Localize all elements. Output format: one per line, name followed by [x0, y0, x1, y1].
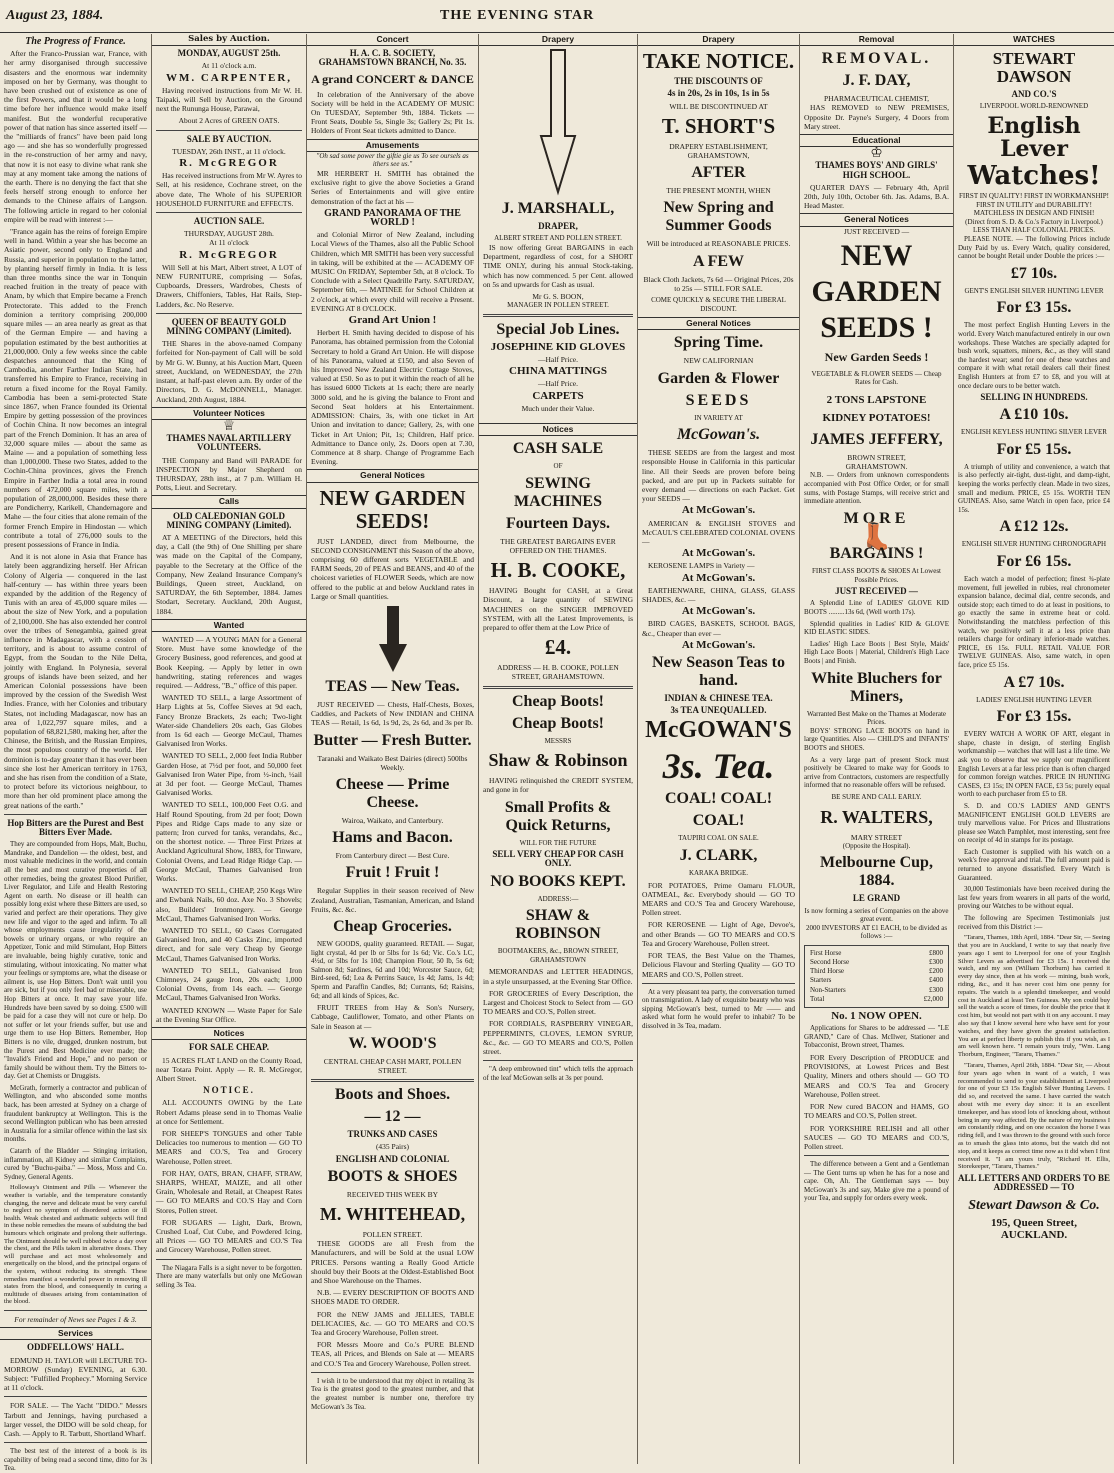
- stoves-ad: AMERICAN & ENGLISH STOVES and McCAUL'S CELEBRATED COLONIAL OVENS —: [642, 518, 795, 547]
- short-name: T. SHORT'S: [661, 113, 776, 138]
- school-title: THAMES BOYS' AND GIRLS' HIGH SCHOOL.: [815, 160, 938, 180]
- prizes-box: [804, 945, 949, 1008]
- fruit-text: Regular Supplies in their season received of New Zealand, Australian, Tasmanian, American, and Island Fruits, &c. &c.: [311, 886, 474, 914]
- pointing-hand-icon: [483, 46, 633, 196]
- will-text: WILL FOR THE FUTURE: [519, 838, 597, 847]
- wanted-ad: WANTED TO SELL, CHEAP, 250 Kegs Wire and Ewbank Nails, 60 doz. Axe No. 3 Shovels; also, Builders' Ironmongery. — George McCaul, Thames Galvanised Iron Works.: [156, 886, 302, 923]
- section-header: Volunteer Notices: [152, 407, 306, 420]
- just-received: JUST RECEIVED —: [835, 586, 918, 597]
- testimonial: "Tararu, Thames, April 26th, 1884. "Dear Sir, — About four years ago when in want of a watch, I was recommended to send to your establishment at Liverpool for one of your £3 15s English Silver Hunting Levers. I did so, and received the same. I have carried the watch about with me every day since: it is an excellent timekeeper, and has stood lots of knocking about, without being in any way affected. By the nature of my business I am constantly riding, and on one occasion the horse I was riding fell, and I was thrown to the ground with such force as to smash the glass into atoms, but the watch did not stop, and it keeps as correct time now as it did when I first received it. "I am yours truly, "Richard H. Ellis, Storekeeper, "Tararu, Thames.": [958, 1061, 1110, 1171]
- new-garden-seeds: New Garden Seeds !: [824, 349, 929, 364]
- section-header: Drapery: [638, 34, 799, 46]
- price: For £3 15s.: [996, 708, 1072, 726]
- chrono-text: Each watch a model of perfection; finest ¾-plate movement, full jewelled in rubies, real chronometer expansion balance, decimal dial, centre seconds, and outside stop; each timed to do at least in positions, to go exactly the same in extreme heat or cold. Notwithstanding the matchless perfection of this watch, we positively sell it at a less price than retailers charge for ordinary inferior-made watches. PRICE, £6 15s. FULL RETAIL VALUE FOR TWELVE GUINEAS. Also, same watch, in open face, price £5 15s.: [958, 575, 1110, 669]
- notice-heading: NOTICE.: [203, 1085, 255, 1096]
- veg-seeds: VEGETABLE & FLOWER SEEDS — Cheap Rates for Cash.: [811, 369, 942, 387]
- art-union-text: Herbert H. Smith having decided to dispose of his Panorama, has obtained permission from the Colonial Secretary to hold a Grand Art Union. He will dispose of his Panorama, valued at £150, and also Seven of his Improved New Zealand Electric Cottage Stoves, valued at £50. So as to put it within the reach of all he has issued 6000 Tickets at 1s each; there are nearly 3000 sold, and he is giving the balance to Front and Second Seat holders at his Entertainment. ADMISSION: Chairs, 3s, with one ticket in Art Union and invitation to dance; Gallery, 2s, with one Ticket in Art Union; Pit, 1s; Children, Half price. Admittance to Dance only, 2s. Doors open at 7.30, Commence at 8 sharp. Change of Programme Each Evening.: [311, 328, 474, 467]
- boots-shoes-title: BOOTS & SHOES: [327, 1167, 458, 1185]
- article-para: After the Franco-Prussian war, France, with her army disorganised through successive disasters and the enormous war indemnity imposed on her by Germany, was thought to have been crushed out of existence as one of the first Powers, and that it would be a long time before her influence would make itself manifest. But the wonderful recuperative power of that nation has since asserted itself — the "milliards of francs" have been paid long ago — and she has so wonderfully progressed in the re-construction of her army and navy, that now it is not easy to divine what rank she may at any moment take among the nations of the earth. There is no denying the fact that she feels herself strong enough to enforce her demands to the Chinese affairs of Langson. The following article in regard to her colonial empire will be read with interest :—: [4, 49, 147, 224]
- bottom-line: "A deep embrowned tint" which tells the approach of the leaf McGowan sells at 3s per pound.: [483, 1065, 633, 1082]
- shaw-robinson-sub: BOOTMAKERS, &c., BROWN STREET, GRAHAMSTOWN: [497, 947, 619, 964]
- brown-street: BROWN STREET,: [847, 453, 906, 463]
- shaw-robinson-firm: SHAW & ROBINSON: [515, 907, 601, 943]
- liverpool-text: LIVERPOOL WORLD-RENOWNED: [979, 102, 1089, 111]
- le-grand: LE GRAND: [852, 893, 901, 904]
- issue-date: August 23, 1884.: [6, 8, 104, 23]
- first-quality: FIRST IN QUALITY! FIRST IN WORKMANSHIP! FIRST IN UTILITY and DURABILITY! MATCHLESS IN DESIGN AND FINISH!: [959, 192, 1109, 218]
- removal-text: HAS REMOVED to NEW PREMISES, Opposite Dr. Payne's Surgery, 4 Doors from Mary street.: [804, 103, 949, 131]
- price: A £10 10s.: [999, 406, 1069, 424]
- half-price: —Half Price.: [538, 355, 578, 365]
- ladies-boots: A Splendid Line of LADIES' GLOVE KID BOOTS .........13s 6d, (Well worth 17s).: [804, 599, 949, 616]
- after-text: AFTER: [691, 164, 746, 182]
- queen-street: 195, Queen Street,: [991, 1216, 1077, 1229]
- forming-text: Is now forming a series of Companies on the above great event.: [804, 906, 949, 924]
- three-shilling-tea: 3s. Tea.: [662, 746, 775, 787]
- discount-heading: THE DISCOUNTS OF: [674, 76, 763, 87]
- address-label: ADDRESS:—: [537, 894, 579, 903]
- mears-ad: FOR SUGARS — Light, Dark, Brown, Crushed Loaf, Cut Cube, and Powdered Icing, all Prices — GO TO MEARS and CO.'S Tea and Grocery Warehouse, Pollen street.: [156, 1217, 302, 1255]
- lecture-notice: EDMUND H. TAYLOR will LECTURE TO-MORROW (Sunday) EVENING, at 6.30. Subject: "Fulfilled Prophecy." Morning Service at 11 o'clock.: [4, 1355, 147, 1393]
- auction-date: TUESDAY, 26th INST., at 11 o'clock.: [172, 146, 286, 156]
- mears-ad: FOR CORDIALS, RASPBERRY VINEGAR, PEPPERMINTS, CLOVES, LEMON SYRUP, &c., &c. — GO TO MEARS and CO.'S, Pollen street.: [483, 1019, 633, 1057]
- mears-ad: FOR GROCERIES of Every Description, the Largest and Choicest Stock to Select from — GO TO MEARS and CO.'S, Pollen street.: [483, 988, 633, 1017]
- gloves-line: JOSEPHINE KID GLOVES: [490, 340, 626, 353]
- mears-ad: FOR the NEW JAMS and JELLIES, TABLE DELICACIES, &c. — GO TO MEARS and CO.'S Tea and Grocery Warehouse, Pollen street.: [311, 1309, 474, 1337]
- mears-ad: FOR POTATOES, Prime Oamaru FLOUR, OATMEAL, &c. Everybody should — GO TO MEARS and CO.'S Tea and Grocery Warehouse, Pollen street.: [642, 880, 795, 918]
- take-notice-title: TAKE NOTICE.: [642, 49, 795, 74]
- seeds-text: JUST LANDED, direct from Melbourne, the SECOND CONSIGNMENT this Season of the above, comprising 60 different sorts VEGETABLE and FARM Seeds, 20 of PEAS and BEANS, and 40 of the choicest varieties of FLOWER Seeds, which are now offered to the public at and below Auckland rates in Large or Small quantities.: [311, 536, 474, 601]
- garden-flower: Garden & Flower: [657, 369, 780, 387]
- marshall-text: IS now offering Great BARGAINS in each Department, regardless of cost, for a SHORT TIME ONLY, during his annual Stock-taking, which has now commenced. 5 per Cent. allowed on 5s and upwards for Cash as usual.: [483, 243, 633, 289]
- mears-ad: FOR YORKSHIRE RELISH and all other SAUCES — GO TO MEARS and CO.'S, Pollen street.: [804, 1123, 949, 1151]
- testimonials-count: 30,000 Testimonials have been received during the last few years from wearers in all parts of the world, proving our Watches to be without equal.: [958, 885, 1110, 911]
- section-header: Services: [0, 1327, 151, 1340]
- gold-levers: S. D. and CO.'S LADIES' AND GENT'S MAGNIFICENT ENGLISH GOLD LEVERS are truly marvellous value. For Prices and Illustrations please see Watch Pamphlet, most interesting, sent free on receipt of 4d in stamps for its postage.: [958, 801, 1110, 845]
- mary-street: MARY STREET: [850, 832, 903, 842]
- cheese-sub: Wairoa, Waikato, and Canterbury.: [341, 815, 444, 825]
- article-para: And it is not alone in Asia that France has lately been aggrandizing herself. Her African Colony of Algeria — conquered in the last half-century — has within three years been expanded by the addition of the Regency of Tunis with an area of 45,000 square miles — about the size of New York, and a population of 2,100,000. She has also extended her control over the tribes of Senegambia, gained great influence in Madagascar, with a cession of territory, and is about to assume control of Egypt, from the Soudan to the Nile Delta, jointly with England. In Polynesia, several groups of islands have been seized, and her American Colonial possessions have been improved by the cession of the Swedish West Indies. France, with her Colonies and tributary States, not including Madagascar, now has an area of 1,022,797 square miles, and a population of 68,821,580, making her, after the Chinese, the British, and the Russian Empires, the most populous country of the world. Her dominion is to-day greater than it has ever been since she lost her American territory in 1763, and she has risen from the condition of a State, to protect before its victorious neighbour, to more than her old prominent place among the great nations of the earth.": [4, 552, 147, 810]
- new-garden-seeds-title: NEW GARDEN SEEDS!: [319, 485, 466, 533]
- gents-text: The most perfect English Hunting Levers in the world. Every Watch manufactured entirely in our own workshops. These Watches are specially adapted for bush work, squatters, miners, &c., as they will stand the hardest wear; send for one of these watches and compare it with what retail dealers call their finest English Hunters at from £7 to £8, and you will at once declare ours to be better watch.: [958, 321, 1110, 390]
- bottom-line: I wish it to be understood that my object in retailing 3s Tea is the greatest good to the greatest number, and that the greatest number is number one, therefore try McGowan's 3s Tea.: [311, 1376, 474, 1411]
- wanted-ad: WANTED TO SELL, 60 Cases Corrugated Galvanised Iron, and 40 Casks Zinc, imported direct, and for sale very Cheap by George McCaul, Thames Galvanised Iron Works.: [156, 926, 302, 963]
- cooke-name: H. B. COOKE,: [490, 558, 626, 583]
- investors-text: 2000 INVESTORS AT £1 EACH, to be divided as follows :—: [805, 923, 948, 941]
- come-quickly: COME QUICKLY & SECURE THE LIBERAL DISCOUNT.: [651, 296, 786, 313]
- auction-lot: About 2 Acres of GREEN OATS.: [178, 116, 280, 126]
- at-mcgowans: At McGowan's.: [681, 638, 756, 651]
- section-header: Amusements: [307, 139, 478, 152]
- mears-ad: FOR Messrs Moore and Co.'s PURE BLEND TEAS, all Prices, and Blends on Sale at — MEARS and CO.'S Tea and Grocery Warehouse, Pollen street.: [311, 1340, 474, 1368]
- earthenware-ad: EARTHENWARE, CHINA, GLASS, GLASS SHADES, &c. —: [642, 585, 795, 605]
- section-header: Removal: [800, 34, 953, 46]
- prize-row: Total £2,000: [810, 994, 943, 1003]
- column-7: [954, 34, 1114, 1464]
- teas-title: TEAS — New Teas.: [325, 677, 460, 695]
- concert-text: In celebration of the Anniversary of the above Society will be held in the ACADEMY OF MUSIC On TUESDAY, September 9th, 1884. Tickets — Front Seats, Double 5s, Single 3s; Gallery 2s; Pit 1s. Holders of Front Seat tickets admitted to Dance.: [311, 89, 474, 136]
- panorama-title: GRAND PANORAMA OF THE WORLD !: [324, 207, 461, 229]
- hop-bitters-text: They are compounded from Hops, Malt, Buchu, Mandrake, and Dandelion — the oldest, best, and most valuable medicines in the world, and contain all the best and most curative properties of all other remedies, being the greatest Blood Purifier, Liver Regulator, and Life and Health Restoring Agent on earth. No disease or ill health can possibly long exist where these Bitters are used, so varied and perfect are their operations. They give new life and vigor to the aged and infirm. To all whose employments cause irregularity of the bowels or urinary organs, or who require an Appetizer, Tonic and mild Stimulant, Hop Bitters are invaluable, being highly curative, tonic and stimulating, without intoxicating. No matter what your feelings or symptoms are, what the disease or ailment is, use Hop Bitters. Don't wait until you are sick, but if you only feel bad or miserable, use Hop Bitters at once. It may save your life. Hundreds have been saved by so doing. £500 will be paid for a case they will not cure or help. Do not suffer or let your friends suffer, but use and urge them to use Hop Bitters. Remember, Hop Bitters is no vile, drugged, drunken nostrum, but the Purest and Best Medicine ever made; the "Invalid's Friend and Hope," and no person or family should be without them. Try the Bitters to-day. Get at Chemists or Druggists.: [4, 840, 147, 1081]
- walters-text: As a very large part of present Stock must positively be Cleared to make way for Goods to arrive from Contractors, customers are respectfully informed that no reasonable offers will be refused.: [804, 755, 949, 790]
- of-text: OF: [553, 462, 563, 471]
- lace-boots: Ladies' High Lace Boots | Best Style, Maids' High Lace Boots | Material, Children's High Lace Boots | and Finish.: [804, 639, 949, 665]
- cheese-title: Cheese — Prime Cheese.: [335, 775, 450, 811]
- section-header: Educational: [800, 134, 953, 147]
- groceries-text: NEW GOODS, quality guaranteed. RETAIL — Sugar, light crystal, 4d per lb or 5lbs for 1s 6d; Vic. Co.'s LC, 4½d, or 5lbs for 1s 10d; Champion Flour, 50 lb, 5s 6d; Salmon 8d; Sardines, 6d and 10d; Worcester Sauce, 6d; Bird-seed, 6d; Lea & Perrins Sauce, 1s 4d; Jams, 1s 4d; Sperm and Paraffin Candles, 8d; Currants, 6d; Raisins, 6d; and all kinds of Spices, &c.: [311, 939, 474, 1000]
- price: For £6 15s.: [996, 553, 1072, 571]
- half-price: —Half Price.: [538, 379, 578, 389]
- trunks-text: TRUNKS AND CASES: [347, 1129, 438, 1140]
- carpets-line: CARPETS: [532, 389, 584, 402]
- price: For £5 15s.: [996, 440, 1072, 458]
- section-header: Drapery: [479, 34, 637, 46]
- section-header: WATCHES: [954, 34, 1114, 46]
- discount-amounts: 4s in 20s, 2s in 10s, 1s in 5s: [667, 88, 770, 99]
- applications: Applications for Shares to be addressed — "LE GRAND," Care of Chas. McIlwer, Stationer and Tobacconist, Brown street, Thames.: [804, 1024, 949, 1050]
- holloway-text: Holloway's Ointment and Pills — Whenever the weather is variable, and the temperature constantly changing, the nerve and delicate must be very careful to neglect no symptom of disordered action or ill health. Weak chested and asthmatic subjects will find in these noble remedies the means of subduing the bad humours which originate and prolong their sufferings. The Ointment should be well rubbed twice a day over the chest, and the Pills taken in alterative doses. They will purchase and act most wholesomely and energetically on the blood, and the principal organs of the system, without reducing its strength. These remedies manifest a wonderful power in removing ill states from the blood, and consequently in curing a multitude of diseases arising from contamination of the blood.: [4, 1184, 147, 1306]
- section-header: Calls: [152, 495, 306, 508]
- whitehead-nb: N.B. — EVERY DESCRIPTION OF BOOTS AND SHOES MADE TO ORDER.: [311, 1288, 474, 1307]
- indian-tea: INDIAN & CHINESE TEA.: [664, 693, 773, 704]
- panorama-text: and Colonial Mirror of New Zealand, including Local Views of the Thames, also all the Public School Children, which MR SMITH has been very successful in taking, will be exhibited at the — ACADEMY OF MUSIC On FRIDAY, September 5th, at 8 o'clock. To Conclude with a Select Quadrille Party. SATURDAY, September 6th, — MATINEE for School Children at 2 o'clock, at which every child will receive a Present. EVENING AT 8 O'CLOCK.: [311, 230, 474, 313]
- company-title: OLD CALEDONIAN GOLD MINING COMPANY (Limited).: [166, 510, 292, 530]
- bottom-line: The Niagara Falls is a sight never to be forgotten. There are many waterfalls but only one McGowan selling 3s Tea.: [156, 1263, 302, 1289]
- company-title: QUEEN OF BEAUTY GOLD MINING COMPANY (Limited).: [166, 316, 292, 337]
- auction-time: At 11 o'clock a.m.: [201, 61, 257, 71]
- greatest-bargains: THE GREATEST BARGAINS EVER OFFERED ON THE THAMES.: [500, 536, 616, 556]
- fruit-trees-text: FRUIT TREES from Hay & Son's Nursery, Cabbage, Cauliflower, Tomato, and other Plants on Sale in Season at —: [311, 1003, 474, 1031]
- cooke-text: HAVING Bought for CASH, at a Great Discount, a large quantity of SEWING MACHINES on the SINGER IMPROVED SYSTEM, with all the Latest Improvements, is prepared to offer them at the Low Price of: [483, 586, 633, 633]
- be-sure: BE SURE AND CALL EARLY.: [831, 792, 922, 801]
- section-header: Notices: [479, 423, 637, 436]
- no-books: NO BOOKS KEPT.: [490, 872, 626, 890]
- section-header: Notices: [152, 1027, 306, 1040]
- marshall-address: ALBERT STREET AND POLLEN STREET.: [494, 234, 622, 243]
- auction-text: Has received instructions from Mr W. Ayres to Sell, at his residence, Cochrane street, on the above date, The Whole of his SUPERIOR HOUSEHOLD FURNITURE and EFFECTS.: [156, 171, 302, 208]
- prize-row: Second Horse £300: [810, 958, 943, 967]
- taupiri-coal: TAUPIRI COAL ON SALE.: [678, 834, 759, 843]
- column-6: [800, 34, 954, 1464]
- wanted-ad: WANTED KNOWN — Waste Paper for Sale at the Evening Star Office.: [156, 1005, 302, 1024]
- section-header: Concert: [307, 34, 478, 46]
- opposite-hospital: (Opposite the Hospital).: [842, 841, 911, 850]
- quarter-days: QUARTER DAYS — February 4th, April 20th, July 10th, October 6th. Jas. Adams, B.A. Head Master.: [804, 182, 949, 211]
- direct-text: (Direct from S. D. & Co.'s Factory in Liverpool.) LESS THAN HALF COLONIAL PRICES.: [965, 217, 1103, 235]
- art-union-title: Grand Art Union !: [348, 314, 437, 327]
- section-header: Wanted: [152, 619, 306, 632]
- wanted-ad: WANTED TO SELL, 2,000 feet India Rubber Garden Hose, at 7½d per foot, and 50,000 feet Galvanised Iron Water Pipe, from ½-inch, ½ail at 3d per foot. — George McCaul, Thames Galvanised Works.: [156, 751, 302, 798]
- splendid-line: Splendid qualities in Ladies' KID & GLOVE KID ELASTIC SIDES.: [804, 619, 949, 637]
- article-title: The Progress of France.: [25, 36, 126, 47]
- column-5: [638, 34, 800, 1464]
- cheap-boots: Cheap Boots!: [511, 714, 604, 732]
- prizes-table: [808, 949, 945, 1004]
- memo-ad: MEMORANDAS and LETTER HEADINGS, in a style unsurpassed, at the Evening Star Office.: [483, 967, 633, 986]
- sell-text: SELL VERY CHEAP FOR CASH ONLY.: [492, 849, 624, 869]
- grahamstown: GRAHAMSTOWN.: [845, 462, 908, 472]
- white-bluchers: White Bluchers for Miners,: [811, 669, 942, 705]
- pointing-hand-icon: [311, 604, 474, 674]
- wanted-ad: WANTED TO SELL, 100,000 Feet O.G. and Half Round Spouting, from 2d per foot; Down Pipes and Ridge Caps made to any size or pattern; Iron curved for tanks, verandahs, &c., on the shortest notice. — Three First Prizes at Auckland Agricultural Show, 1883, for Tinware, Colonial Ovens, and Lead Ridge Ridge Cap. — George McCaul, Thames Galvanised Iron Works.: [156, 800, 302, 884]
- section-header: General Notices: [307, 469, 478, 482]
- grahamstown: GRAHAMSTOWN,: [687, 151, 750, 161]
- manager-name: Mr G. S. BOON,: [532, 292, 584, 302]
- establishment: DRAPERY ESTABLISHMENT,: [669, 141, 768, 151]
- day-name: J. F. DAY,: [842, 72, 911, 90]
- masthead: [0, 0, 1114, 33]
- mcgrath-text: McGrath, formerly a contractor and publican of Wellington, and who absconded some months back, has been arrested at Sydney on a charge of fraudulent bankruptcy at Wellington. This is the second Wellington publican who has been arrested in Australia for a similar offence within the last six months.: [4, 1083, 147, 1144]
- at-mcgowans: At McGowan's.: [681, 605, 756, 618]
- watches-word: Watches!: [967, 161, 1101, 191]
- just-received: JUST RECEIVED —: [843, 226, 910, 236]
- marshall-trade: DRAPER,: [538, 221, 578, 232]
- wanted-ad: WANTED TO SELL, a large Assortment of Harp Lights at 5s, Coffee Sieves at 9d each, Fancy Bronze Brackets, 2s each; Two-light Water-side Chandeliers 20s each, Gas Globes from 1s 6d each — George McCaul, Thames Galvanised Iron Works.: [156, 693, 302, 749]
- coal-heading: COAL!: [692, 812, 745, 830]
- walters-name: R. WALTERS,: [820, 806, 933, 827]
- wood-name: W. WOOD'S: [348, 1034, 437, 1052]
- received-text: RECEIVED THIS WEEK BY: [346, 1189, 439, 1199]
- auction-heading: SALE BY AUCTION.: [186, 133, 272, 144]
- auction-time: At 11 o'clock: [209, 238, 249, 248]
- bottom-line: At a very pleasant tea party, the conversation turned on transmigration. A lady of exquisite beauty who was sipping McGowan's best, turned to Mr —— and asked what form he would prefer to inhabit? To be dissolved in 3s Tea, madam.: [642, 987, 795, 1031]
- signature: Stewart Dawson & Co.: [968, 1197, 1100, 1213]
- few-text: A FEW: [692, 252, 745, 270]
- auction-text: Will Sell at his Mart, Albert street, A LOT of NEW FURNITURE, comprising — Sofas, Cupboards, Dressers, Wardrobes, Chests of Drawers, Chiffoniers, Tables, Hat Rails, Step-Ladders, &c. No Reserve.: [156, 262, 302, 309]
- coal-heading: COAL! COAL!: [664, 790, 773, 808]
- catarrh-text: Catarrh of the Bladder — Stinging irritation, inflammation, all Kidney and similar Complaints, cured by "Buchu-paiba." — Moss, Moss and Co. Sydney, General Agents.: [4, 1147, 147, 1181]
- column-3: [307, 34, 479, 1464]
- at-mcgowans: At McGowan's.: [681, 571, 756, 584]
- karaka-bridge: KARAKA BRIDGE.: [688, 869, 749, 878]
- variety-text: IN VARIETY AT: [694, 413, 743, 422]
- yacht-sale: FOR SALE. — The Yacht "DIDO." Messrs Tarbutt and Jennings, having purchased a larger vessel, the DIDO will be sold cheap, for Cash. — Apply to R. Tarbutt, Shortland Wharf.: [4, 1401, 147, 1438]
- auctioneer-name: R. McGREGOR: [179, 157, 279, 170]
- teas-text: JUST RECEIVED — Chests, Half-Chests, Boxes, Caddies, and Packets of New INDIAN and CHINA TEAS — Retail, 1s 6d, 1s 9d, 2s, 2s 6d, and 3s per lb.: [311, 699, 474, 728]
- column-1: [0, 34, 152, 1473]
- new-word: NEW: [840, 238, 913, 272]
- remainder-note: For remainder of News see Pages 1 & 3.: [14, 1314, 137, 1324]
- for-sale-text: 15 ACRES FLAT LAND on the County Road, near Totara Point. Apply — R. R. McGregor, Albert Street.: [156, 1055, 302, 1083]
- herbert-text: MR HERBERT H. SMITH has obtained the exclusive right to give the above Societies a Grand Series of Entertainments and will give entire demonstration of the fact at his —: [311, 169, 474, 206]
- packs-text: (435 Pairs): [375, 1142, 410, 1152]
- warranted-text: Warranted Best Make on the Thames at Moderate Prices.: [806, 709, 947, 727]
- at-mcgowans: At McGowan's.: [681, 504, 756, 517]
- bargains-word: BARGAINS !: [829, 545, 924, 563]
- gents-watch: GENT'S ENGLISH SILVER HUNTING LEVER: [964, 286, 1104, 295]
- auctioneer-name: WM. CARPENTER,: [165, 71, 293, 84]
- keyless-text: A triumph of utility and convenience, a watch that is also perfectly air-tight, dust-tight, and damp-tight, keeping the works perfectly clean. Made in two sizes, small and medium. PRICE, £5 15s. WORTH TEN GUINEAS. Also, same Watch in open face, price £4 15s.: [958, 462, 1110, 514]
- price: A £12 12s.: [999, 518, 1069, 536]
- crest-icon: ♕: [222, 418, 236, 434]
- article-para: "France again has the reins of foreign Empire well in hand. Within a year she has become an Asiatic power, second only to England and Russia, and superior in population to the latter, by planting herself firmly in India. It is less than three months since the war in Tonquin reached fruition in the treaty of peace with Anam, by which that Empire became a French Protectorate. This added to the French dominion a territory comprising 200,000 square miles — an area nearly as great as that of the German Empire — and having a population estimated by the best authorities at 21,000,000. Only a few weeks since the cable despatches announced that the King of Cambodia, another Farther Indian State, had transferred his Empire to France, receiving in return a fixed income for the Royal Family. Cambodia has been a semi-protected State since 1867, when France founded its Oriental Empire by getting possession of the provinces of Cochin China. It now becomes an integral part of the French Dominion. It has an area of 32,000 square miles — about the same as Maine — and a population of something less than 1,000,000. These two States, added to the Cochin-China provinces, gives the French Empire in Farther India a total area in round numbers of 472,000 square miles, with a population of 28,000,000. Besides these there are Pondicherry, Karikell, Chandernagore and Mahe — the four cities that alone remain of the former French Empire in Hindostan — which contribute a total of 276,000 souls to the present possessions of France in India.: [4, 227, 147, 549]
- keyless-watch: ENGLISH KEYLESS HUNTING SILVER LEVER: [961, 428, 1107, 437]
- notice-text: ALL ACCOUNTS OWING by the Late Robert Adams please send in to Thomas Vealie at once for Settlement.: [156, 1098, 302, 1126]
- china-line: CHINA MATTINGS: [509, 365, 607, 378]
- first-class: FIRST CLASS BOOTS & SHOES At Lowest Possible Prices.: [811, 567, 941, 584]
- mcgowans-name: McGowan's.: [676, 426, 761, 444]
- price: For £3 15s.: [996, 299, 1072, 317]
- messrs-text: MESSRS: [544, 736, 572, 745]
- bottom-line: The best test of the interest of a book is its capability of being read a second time, ditto for 3s Tea.: [4, 1447, 147, 1473]
- prize-row: First Horse £800: [810, 948, 943, 957]
- testimonial: "Tararu, Thames, 18th April, 1884. "Dear Sir, — Seeing that you are in Auckland, I write to say that nearly five years ago I sent to Liverpool for one of your English Silver Levers as advertised for £3 15s. I received the watch, and my son (William Thorburn) has carried it every day since, then at his work — mining, bush work, riding, &c., and it has never cost him one penny for repairs. The watch is a splendid timekeeper, and would cost in Auckland at least Ten Guineas. My son could buy sell the watch a score of times, for double the price that it cost him, but would not part with it on any account. I may also say that I know several here who have sent for your watches, and they have given the greatest satisfaction. You are at perfect liberty to publish this if you wish, as I am well known here. "I remain yours truly, "Wm. Lang Thorburn, Engineer, "Tararu, Thames.": [958, 934, 1110, 1059]
- groceries-title: Cheap Groceries.: [333, 917, 452, 935]
- discontinued-text: WILL BE DISCONTINUED AT: [669, 101, 768, 111]
- intro-text: Will be introduced at REASONABLE PRICES.: [646, 239, 791, 249]
- following-text: The following are Specimen Testimonials just received from this District :—: [958, 914, 1110, 931]
- removal-title: REMOVAL.: [821, 50, 932, 68]
- seeds-word: SEEDS !: [820, 310, 933, 344]
- melbourne-cup: Melbourne Cup, 1884.: [820, 854, 933, 890]
- crest-icon: ♔: [870, 146, 883, 162]
- month-text: THE PRESENT MONTH, WHEN: [666, 186, 771, 196]
- auckland: AUCKLAND.: [1000, 1228, 1068, 1241]
- twelve-count: — 12 —: [364, 1108, 421, 1126]
- mears-ad: FOR HAY, OATS, BRAN, CHAFF, STRAW, SHARPS, WHEAT, MAIZE, and all other Grain, Wholesale and Retail, at Cheapest Rates — GO TO MEARS and CO.'S Hay and Corn Stores, Pollen street.: [156, 1168, 302, 1215]
- volunteer-notice: THE Company and Band will PARADE for INSPECTION by Major Shepherd on THURSDAY, 28th inst., at 7 p.m. William H. Potts, Lieut. and Secretary.: [156, 455, 302, 493]
- fruit-title: Fruit ! Fruit !: [345, 864, 440, 882]
- auction-date: MONDAY, AUGUST 25th.: [177, 48, 281, 59]
- stewart-dawson-name: STEWART DAWSON: [992, 49, 1076, 87]
- chrono-watch: ENGLISH SILVER HUNTING CHRONOGRAPH: [961, 540, 1107, 549]
- at-mcgowans: At McGowan's.: [681, 547, 756, 560]
- wood-sub: CENTRAL CHEAP CASH MART, POLLEN STREET.: [323, 1056, 462, 1075]
- bottom-line: The difference between a Gent and a Gentleman — The Gent turns up when he has for a nose and cape. Oh, Ah. The Gentleman says — buy McGowan's 3s and say, Make give me a pound of your Tea, and supply for orders every week.: [804, 1160, 949, 1203]
- more-word: MORE: [843, 509, 910, 527]
- fourteen-days: Fourteen Days.: [506, 514, 610, 532]
- column-4: [479, 34, 638, 1464]
- jeffery-name: JAMES JEFFERY,: [810, 431, 943, 449]
- shaw-robinson-name: Shaw & Robinson: [488, 750, 628, 771]
- spring-time: Spring Time.: [673, 334, 764, 352]
- section-header: General Notices: [638, 317, 799, 330]
- approval-text: Each Customer is supplied with his watch on a week's free approval and trial. The full amount paid is returned to anyone dissatisfied. Every Watch is Guaranteed.: [958, 847, 1110, 882]
- and-co: AND CO.'S: [1011, 89, 1057, 100]
- company-notice: THE Shares in the above-named Company forfeited for Non-payment of Call will be sold by Mr G. W. Bunny, at his Auction Mart, Queen street, Auckland, on WEDNESDAY, the 27th instant, at half-past eleven a.m. By order of the Directors, D. G. McDONNELL, Manager. Auckland, 20th August, 1884.: [156, 339, 302, 404]
- cooke-address: ADDRESS — H. B. COOKE, POLLEN STREET, GRAHAMSTOWN.: [497, 663, 619, 682]
- english-text: ENGLISH AND COLONIAL: [335, 1153, 450, 1164]
- english-lever: English Lever: [987, 113, 1081, 162]
- garden-word: GARDEN: [811, 274, 942, 308]
- for-sale-heading: FOR SALE CHEAP.: [189, 1042, 269, 1053]
- whitehead-text: THESE GOODS are all Fresh from the Manufacturers, and will be Sold at the usual LOW PRICES. Persons wanting a Really Good Article should buy their Boots at the Oldest-Established Boot and Shoe Warehouse on the Thames.: [311, 1239, 474, 1285]
- mears-ad: FOR New cured BACON and HAMS, GO TO MEARS and CO.'S, Pollen street.: [804, 1102, 949, 1121]
- now-open: No. 1 NOW OPEN.: [831, 1010, 922, 1023]
- newspaper-title: THE EVENING STAR: [440, 8, 595, 23]
- prize-row: Third Horse £200: [810, 967, 943, 976]
- special-job-title: Special Job Lines.: [496, 320, 620, 338]
- letters-orders: ALL LETTERS AND ORDERS TO BE ADDRESSED — TO: [958, 1173, 1110, 1193]
- section-header: General Notices: [800, 213, 953, 226]
- manager-title: MANAGER IN POLLEN STREET.: [507, 301, 609, 310]
- kerosene-ad: KEROSENE LAMPS in Variety —: [648, 561, 755, 571]
- marshall-name: J. MARSHALL,: [501, 200, 615, 218]
- whitehead-street: POLLEN STREET.: [362, 1229, 423, 1239]
- column-2: [152, 34, 307, 1464]
- hundreds-text: SELLING IN HUNDREDS.: [980, 392, 1088, 403]
- hams-sub: From Canterbury direct — Best Cure.: [335, 851, 450, 861]
- tea-unequalled: 3s TEA UNEQUALLED.: [670, 705, 767, 716]
- butter-title: Butter — Fresh Butter.: [313, 731, 472, 749]
- mears-ad: FOR TEAS, the Best Value on the Thames, Delicious Flavour and Sterling Quality — GO TO MEARS and CO.'S, Pollen street.: [642, 951, 795, 979]
- boys-boots: BOYS' STRONG LACE BOOTS on hand in large Quantities. Also — CHILD'S and INFANTS' BOOTS and SHOES.: [804, 726, 949, 752]
- wanted-ad: WANTED TO SELL, Galvanised Iron Chimneys, 24 gauge Iron, 20s each; 1,000 Colonial Ovens, from 14s each. — George McCaul, Thames Galvanised Iron Works.: [156, 965, 302, 1003]
- mears-ad: FOR Every Description of PRODUCE and PROVISIONS, at Lowest Prices and Best Quality, Miners and others should — GO TO MEARS and CO.'S Tea and Grocery Warehouse, Pollen street.: [804, 1053, 949, 1099]
- cheap-boots: Cheap Boots!: [511, 692, 604, 710]
- oddfellows-hall: ODDFELLOWS' HALL.: [26, 1342, 125, 1353]
- clark-name: J. CLARK,: [679, 847, 758, 865]
- poem-quote: "Oh sad some power the giftie gie us To see oursels as ithers see us.": [316, 151, 469, 169]
- cash-sale-title: CASH SALE: [512, 440, 604, 458]
- ladies-text: EVERY WATCH A WORK OF ART, elegant in shape, chaste in design, of sterling English workmanship — watches that will last a life time. We ask you to observe that we supply our magnificent English Levers at a far less price than is often charged for common foreign watches. PRICE IN HUNTING CASES, £3 15s; IN OPEN FACE, £3 5s; purely equal worth to each purchaser from £5 to £8.: [958, 730, 1110, 799]
- auction-heading: AUCTION SALE.: [193, 216, 265, 227]
- bird-cages-ad: BIRD CAGES, BASKETS, SCHOOL BAGS, &c., Cheaper than ever —: [642, 619, 795, 638]
- ladies-watch: LADIES' ENGLISH HUNTING LEVER: [976, 695, 1092, 704]
- prize-row: Non-Starters £300: [810, 985, 943, 994]
- wanted-ad: WANTED — A YOUNG MAN for a General Store. Must have some knowledge of the Grocery Business, good references, and good at Book Keeping. — Apply by letter in own handwriting, stating references and wages required. — Address, "B.," office of this paper.: [156, 634, 302, 690]
- mears-ad: FOR SHEEP'S TONGUES and other Table Delicacies too numerous to mention — GO TO MEARS and CO.'S, Tea and Grocery Warehouse, Pollen street.: [156, 1128, 302, 1166]
- volunteer-title: THAMES NAVAL ARTILLERY VOLUNTEERS.: [166, 433, 292, 453]
- boots-title: Boots and Shoes.: [334, 1086, 451, 1104]
- society-title: H. A. C. B. SOCIETY, GRAHAMSTOWN BRANCH, No. 35.: [318, 48, 467, 68]
- mears-ad: FOR KEROSENE — Light of Age, Devoe's, and other Brands — GO TO MEARS and CO.'S Tea and Grocery Warehouse, Pollen street.: [642, 920, 795, 948]
- section-header: Sales by Auction.: [152, 34, 306, 46]
- seeds-text: THESE SEEDS are from the largest and most responsible House in California in this particular line. All their Seeds are proven before being packed, and are put up in Packets suitable for every demand — directions on each Packet. Get your SEEDS —: [642, 448, 795, 504]
- auction-text: Having received instructions from Mr W. H. Taipaki, will Sell by Auction, on the Ground next the Rununga House, Parawai,: [156, 85, 302, 114]
- boot-icon: 👢: [860, 521, 893, 551]
- price: A £7 10s.: [1003, 673, 1065, 691]
- new-spring-goods: New Spring and Summer Goods: [663, 199, 774, 235]
- cloth-jackets: Black Cloth Jackets, 7s 6d — Original Prices, 20s to 25s — STILL FOR SALE.: [643, 274, 794, 293]
- whitehead-name: M. WHITEHEAD,: [319, 1203, 466, 1224]
- chemist-title: PHARMACEUTICAL CHEMIST,: [823, 94, 929, 104]
- mcgowans-banner: McGOWAN'S: [645, 717, 792, 744]
- small-profits: Small Profits & Quick Returns,: [504, 798, 612, 834]
- sewing-title: SEWING MACHINES: [513, 474, 602, 510]
- potatoes-line: 2 TONS LAPSTONE KIDNEY POTATOES!: [822, 394, 931, 425]
- sewing-price: £4.: [544, 635, 572, 660]
- auction-date: THURSDAY, AUGUST 28th.: [184, 229, 274, 239]
- new-californian: NEW CALIFORNIAN: [683, 356, 754, 366]
- value-line: Much under their Value.: [521, 403, 595, 413]
- please-note: PLEASE NOTE. — The following Prices include Duty Paid by us. Every Watch, quality considered, cannot be bought Retail under Double the prices :—: [958, 234, 1110, 261]
- price: £7 10s.: [1010, 264, 1058, 282]
- hams-title: Hams and Bacon.: [332, 829, 453, 847]
- shaw-text: HAVING relinquished the CREDIT SYSTEM, and gone in for: [483, 776, 633, 795]
- jeffery-nb: N.B. — Orders from unknown correspondents accompanied with Post Office Order, or for small sums, with Postage Stamps, will receive strict and immediate attention.: [804, 471, 949, 506]
- prize-row: Starters £400: [810, 976, 943, 985]
- auctioneer-name: R. McGREGOR: [179, 248, 279, 261]
- concert-title: A grand CONCERT & DANCE: [311, 71, 474, 86]
- new-season-teas: New Season Teas to hand.: [652, 654, 785, 690]
- calls-notice: AT A MEETING of the Directors, held this day, a Call (the 9th) of One Shilling per share was made on the Capital of the Company, payable to the Secretary at the Office of the Company, New Zealand Insurance Company's Buildings, Queen street, Auckland, on SATURDAY, the 6th September, 1884. James Stodart, Secretary. Auckland, 20th August, 1884.: [156, 532, 302, 616]
- butter-text: Taranaki and Waikato Best Dairies (direct) 500lbs Weekly.: [317, 753, 468, 772]
- hop-bitters-title: Hop Bitters are the Purest and Best Bitters Ever Made.: [7, 817, 144, 838]
- seeds-word: SEEDS: [685, 391, 752, 409]
